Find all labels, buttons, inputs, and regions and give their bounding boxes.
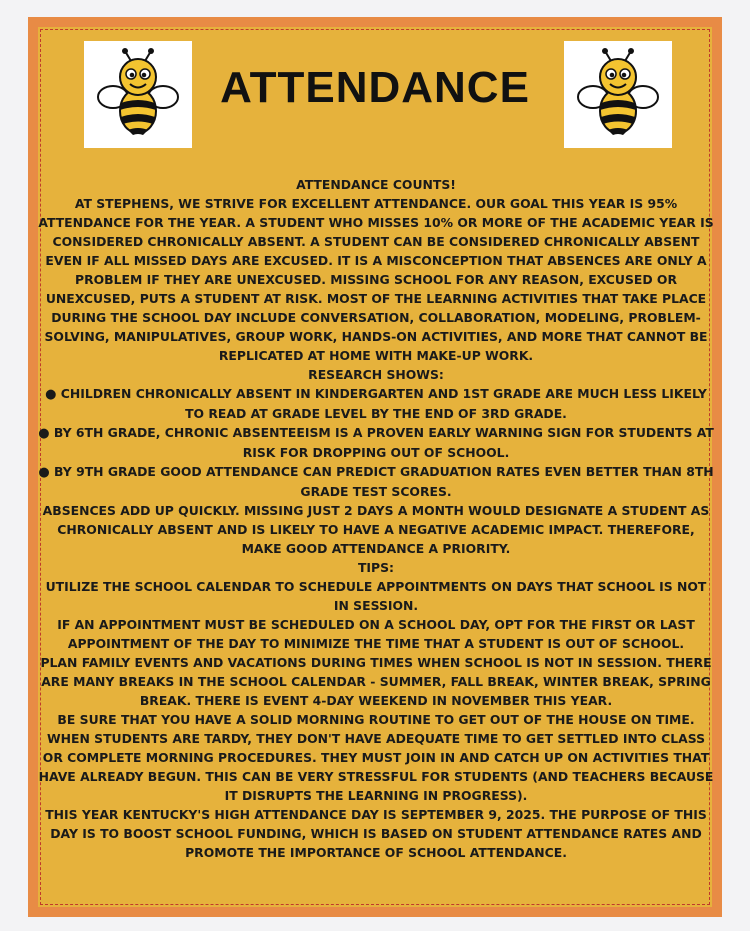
tip-item: UTILIZE THE SCHOOL CALENDAR TO SCHEDULE APPOINTMENTS ON DAYS THAT SCHOOL IS NOT IN SESSION. [45, 579, 707, 613]
attendance-text [36, 175, 716, 862]
tip-item: IF AN APPOINTMENT MUST BE SCHEDULED ON A SCHOOL DAY, OPT FOR THE FIRST OR LAST APPOINTMENT OF THE DAY TO MINIMIZE THE TIME THAT A STUDENT IS OUT OF SCHOOL. [57, 617, 695, 651]
tip-item: BE SURE THAT YOU HAVE A SOLID MORNING ROUTINE TO GET OUT OF THE HOUSE ON TIME. WHEN STUDENTS ARE TARDY, THEY DON'T HAVE ADEQUATE TIME TO GET SETTLED INTO CLASS OR COMPLETE MORNING PROCEDURES. THEY MUST JOIN IN AND CATCH UP ON ACTIVITIES THAT HAVE ALREADY BEGUN. THIS CAN BE VERY STRESSFUL FOR STUDENTS (AND TEACHERS BECAUSE IT DISRUPTS THE LEARNING IN PROGRESS). [38, 712, 714, 803]
research-item: ● BY 6TH GRADE, CHRONIC ABSENTEEISM IS A PROVEN EARLY WARNING SIGN FOR STUDENTS AT RISK FOR DROPPING OUT OF SCHOOL. [38, 425, 714, 460]
bullet-icon: ● [45, 387, 57, 402]
bullet-icon: ● [38, 465, 50, 480]
attendance-poster [28, 17, 722, 917]
bee-icon [575, 47, 661, 143]
tip-item: PLAN FAMILY EVENTS AND VACATIONS DURING TIMES WHEN SCHOOL IS NOT IN SESSION. THERE ARE MANY BREAKS IN THE SCHOOL CALENDAR - SUMMER, FALL BREAK, WINTER BREAK, SPRING BREAK. THERE IS EVENT 4-DAY WEEKEND IN NOVEMBER THIS YEAR. [40, 655, 712, 708]
intro-paragraph: AT STEPHENS, WE STRIVE FOR EXCELLENT ATTENDANCE. OUR GOAL THIS YEAR IS 95% ATTENDANCE FOR THE YEAR. A STUDENT WHO MISSES 10% OR MORE OF THE ACADEMIC YEAR IS CONSIDERED CHRONICALLY ABSENT. A STUDENT CAN BE CONSIDERED CHRONICALLY ABSENT EVEN IF ALL MISSED DAYS ARE EXCUSED. IT IS A MISCONCEPTION THAT ABSENCES ARE ONLY A PROBLEM IF THEY ARE UNEXCUSED. MISSING SCHOOL FOR ANY REASON, EXCUSED OR UNEXCUSED, PUTS A STUDENT AT RISK. MOST OF THE LEARNING ACTIVITIES THAT TAKE PLACE DURING THE SCHOOL DAY INCLUDE CONVERSATION, COLLABORATION, MODELING, PROBLEM-SOLVING, MANIPULATIVES, GROUP WORK, HANDS-ON ACTIVITIES, AND MORE THAT CANNOT BE REPLICATED AT HOME WITH MAKE-UP WORK. [38, 196, 714, 363]
bullet-icon: ● [38, 426, 50, 441]
research-item: ● BY 9TH GRADE GOOD ATTENDANCE CAN PREDICT GRADUATION RATES EVEN BETTER THAN 8TH GRADE TEST SCORES. [38, 464, 714, 499]
section-heading-tips: TIPS: [357, 560, 395, 575]
research-item: ● CHILDREN CHRONICALLY ABSENT IN KINDERGARTEN AND 1ST GRADE ARE MUCH LESS LIKELY TO READ AT GRADE LEVEL BY THE END OF 3RD GRADE. [45, 386, 707, 421]
page-title: ATTENDANCE [220, 63, 530, 112]
section-heading-attendance-counts: ATTENDANCE COUNTS! [296, 177, 456, 192]
section-heading-research: RESEARCH SHOWS: [308, 367, 444, 382]
bee-image-right [564, 41, 672, 148]
poster-panel [38, 27, 712, 907]
absences-paragraph: ABSENCES ADD UP QUICKLY. MISSING JUST 2 DAYS A MONTH WOULD DESIGNATE A STUDENT AS CHRONICALLY ABSENT AND IS LIKELY TO HAVE A NEGATIVE ACADEMIC IMPACT. THEREFORE, MAKE GOOD ATTENDANCE A PRIORITY. [42, 503, 710, 556]
tip-item: THIS YEAR KENTUCKY'S HIGH ATTENDANCE DAY IS SEPTEMBER 9, 2025. THE PURPOSE OF THIS DAY IS TO BOOST SCHOOL FUNDING, WHICH IS BASED ON STUDENT ATTENDANCE RATES AND PROMOTE THE IMPORTANCE OF SCHOOL ATTENDANCE. [45, 807, 707, 860]
